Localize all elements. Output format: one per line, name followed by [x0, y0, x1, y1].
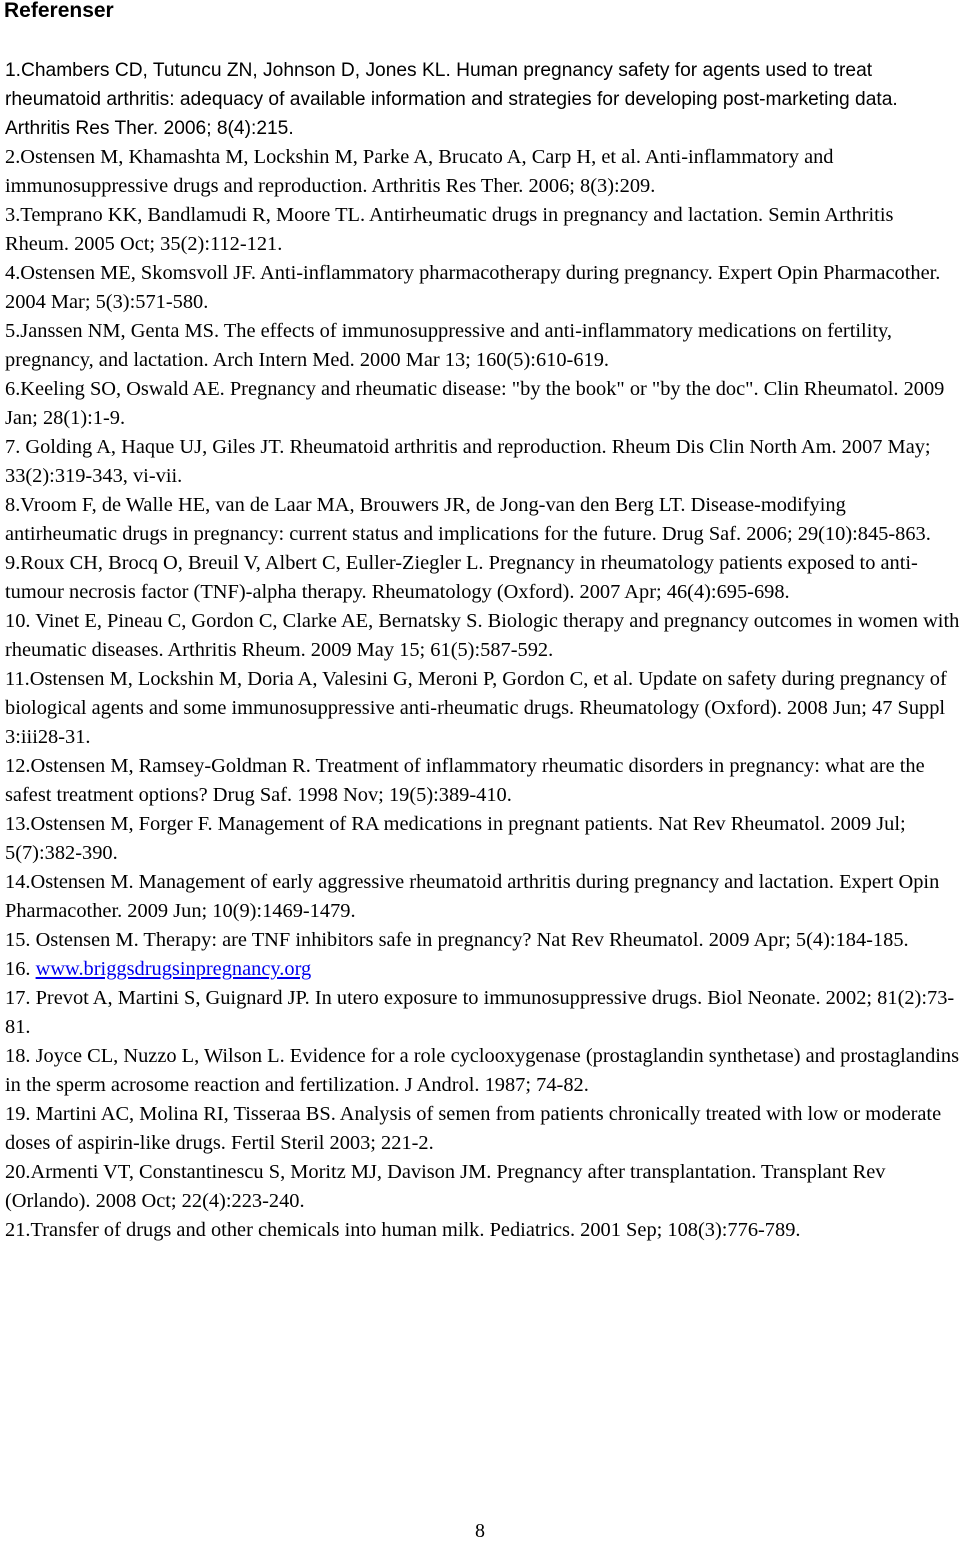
page-number: 8: [475, 1520, 485, 1542]
reference-16-number: 16.: [5, 958, 36, 980]
reference-list: [5, 56, 960, 1245]
reference-14: 14.Ostensen M. Management of early aggressive rheumatoid arthritis during pregnancy and lactation. Expert Opin Pharmacother. 2009 Jun; 10(9):1469-1479.: [5, 871, 940, 922]
reference-20: 20.Armenti VT, Constantinescu S, Moritz MJ, Davison JM. Pregnancy after transplantation. Transplant Rev (Orlando). 2008 Oct; 22(4):223-240.: [5, 1161, 886, 1212]
reference-16: [5, 955, 960, 984]
reference-21: 21.Transfer of drugs and other chemicals into human milk. Pediatrics. 2001 Sep; 108(3):776-789.: [5, 1219, 801, 1241]
reference-10: 10. Vinet E, Pineau C, Gordon C, Clarke AE, Bernatsky S. Biologic therapy and pregnancy outcomes in women with rheumatic diseases. Arthritis Rheum. 2009 May 15; 61(5):587-592.: [5, 610, 960, 661]
reference-18: 18. Joyce CL, Nuzzo L, Wilson L. Evidence for a role cyclooxygenase (prostaglandin synthetase) and prostaglandins in the sperm acrosome reaction and fertilization. J Androl. 1987; 74-82.: [5, 1045, 960, 1096]
reference-3: 3.Temprano KK, Bandlamudi R, Moore TL. Antirheumatic drugs in pregnancy and lactation. Semin Arthritis Rheum. 2005 Oct; 35(2):112-121.: [5, 204, 894, 255]
reference-12: 12.Ostensen M, Ramsey-Goldman R. Treatment of inflammatory rheumatic disorders in pregnancy: what are the safest treatment options? Drug Saf. 1998 Nov; 19(5):389-410.: [5, 755, 925, 806]
reference-6: 6.Keeling SO, Oswald AE. Pregnancy and rheumatic disease: "by the book" or "by the doc". Clin Rheumatol. 2009 Jan; 28(1):1-9.: [5, 378, 945, 429]
reference-19: 19. Martini AC, Molina RI, Tisseraa BS. Analysis of semen from patients chronically treated with low or moderate doses of aspirin-like drugs. Fertil Steril 2003; 221-2.: [5, 1103, 942, 1154]
reference-15: 15. Ostensen M. Therapy: are TNF inhibitors safe in pregnancy? Nat Rev Rheumatol. 2009 Apr; 5(4):184-185.: [5, 929, 909, 951]
reference-5: 5.Janssen NM, Genta MS. The effects of immunosuppressive and anti-inflammatory medications on fertility, pregnancy, and lactation. Arch Intern Med. 2000 Mar 13; 160(5):610-619.: [5, 320, 893, 371]
reference-11: 11.Ostensen M, Lockshin M, Doria A, Valesini G, Meroni P, Gordon C, et al. Update on safety during pregnancy of biological agents and some immunosuppressive anti-rheumatic drugs. Rheumatology (Oxford). 2008 Jun; 47 Suppl 3:iii28-31.: [5, 668, 947, 748]
reference-9: 9.Roux CH, Brocq O, Breuil V, Albert C, Euller-Ziegler L. Pregnancy in rheumatology patients exposed to anti-tumour necrosis factor (TNF)-alpha therapy. Rheumatology (Oxford). 2007 Apr; 46(4):695-698.: [5, 552, 918, 603]
reference-7: 7. Golding A, Haque UJ, Giles JT. Rheumatoid arthritis and reproduction. Rheum Dis Clin North Am. 2007 May; 33(2):319-343, vi-vii.: [5, 436, 931, 487]
page-heading: Referenser: [4, 0, 114, 22]
reference-17: 17. Prevot A, Martini S, Guignard JP. In utero exposure to immunosuppressive drugs. Biol Neonate. 2002; 81(2):73-81.: [5, 987, 955, 1038]
reference-2: 2.Ostensen M, Khamashta M, Lockshin M, Parke A, Brucato A, Carp H, et al. Anti-inflammatory and immunosuppressive drugs and reproduction. Arthritis Res Ther. 2006; 8(3):209.: [5, 146, 834, 197]
reference-8: 8.Vroom F, de Walle HE, van de Laar MA, Brouwers JR, de Jong-van den Berg LT. Disease-modifying antirheumatic drugs in pregnancy: current status and implications for the future. Drug Saf. 2006; 29(10):845-863.: [5, 494, 931, 545]
reference-4: 4.Ostensen ME, Skomsvoll JF. Anti-inflammatory pharmacotherapy during pregnancy. Expert Opin Pharmacother. 2004 Mar; 5(3):571-580.: [5, 262, 941, 313]
reference-13: 13.Ostensen M, Forger F. Management of RA medications in pregnant patients. Nat Rev Rheumatol. 2009 Jul; 5(7):382-390.: [5, 813, 906, 864]
reference-1: 1.Chambers CD, Tutuncu ZN, Johnson D, Jones KL. Human pregnancy safety for agents used to treat rheumatoid arthritis: adequacy of available information and strategies for developing post-marketing data. Arthritis Res Ther. 2006; 8(4):215.: [5, 60, 898, 139]
briggs-link[interactable]: www.briggsdrugsinpregnancy.org: [35, 958, 312, 980]
